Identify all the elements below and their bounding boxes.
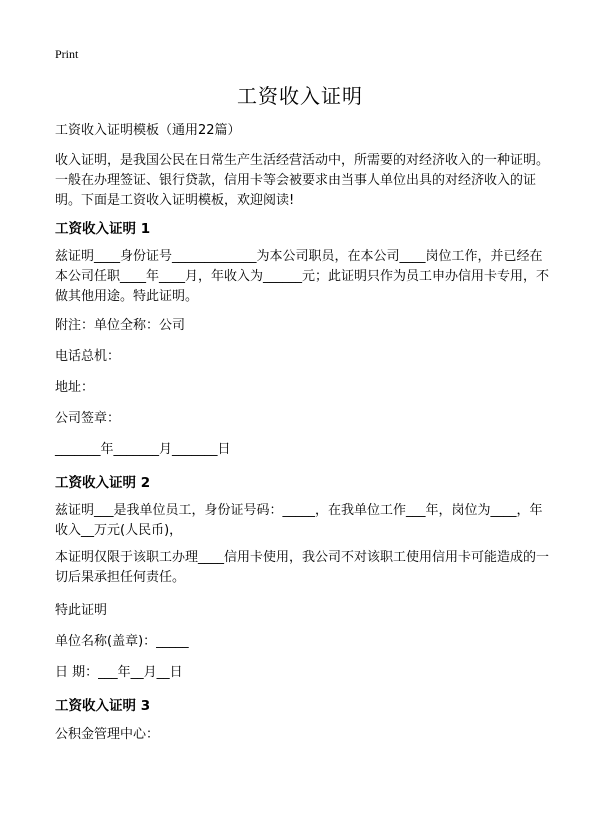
section-1-heading: 工资收入证明 1 <box>55 221 151 237</box>
section-2-body: 兹证明___是我单位员工，身份证号码：_____，在我单位工作___年，岗位为____，年收入__万元(人民币)， <box>55 503 543 538</box>
section-2-date: 日 期：___年__月__日 <box>55 665 183 680</box>
section-2-special: 特此证明 <box>55 603 108 618</box>
subtitle: 工资收入证明模板（通用22篇） <box>55 123 241 138</box>
section-1-date: _______年_______月_______日 <box>55 442 231 457</box>
section-1-note: 附注：单位全称：公司 <box>55 318 186 333</box>
section-2-heading: 工资收入证明 2 <box>55 475 151 491</box>
section-2-body-2: 本证明仅限于该职工办理____信用卡使用，我公司不对该职工使用信用卡可能造成的一切后果承担任何责任。 <box>55 550 550 585</box>
section-3-heading: 工资收入证明 3 <box>55 698 151 714</box>
print-link[interactable]: Print <box>55 47 79 61</box>
section-1-seal: 公司签章： <box>55 411 121 426</box>
intro-paragraph: 收入证明，是我国公民在日常生产生活经营活动中，所需要的对经济收入的一种证明。一般在办理签证、银行贷款，信用卡等会被要求由当事人单位出具的对经济收入的证明。下面是工资收入证明模板，欢迎阅读! <box>55 153 550 208</box>
section-1-body: 兹证明____身份证号_____________为本公司职员，在本公司____岗位工作，并已经在本公司任职____年____月，年收入为______元；此证明只作为员工申办信用卡专用，不做其他用途。特此证明。 <box>55 249 550 304</box>
section-1-address: 地址： <box>55 380 95 395</box>
page-title: 工资收入证明 <box>237 84 363 108</box>
section-3-body: 公积金管理中心： <box>55 727 160 742</box>
section-1-phone: 电话总机： <box>55 349 121 364</box>
section-2-unit: 单位名称(盖章)：_____ <box>55 634 189 649</box>
